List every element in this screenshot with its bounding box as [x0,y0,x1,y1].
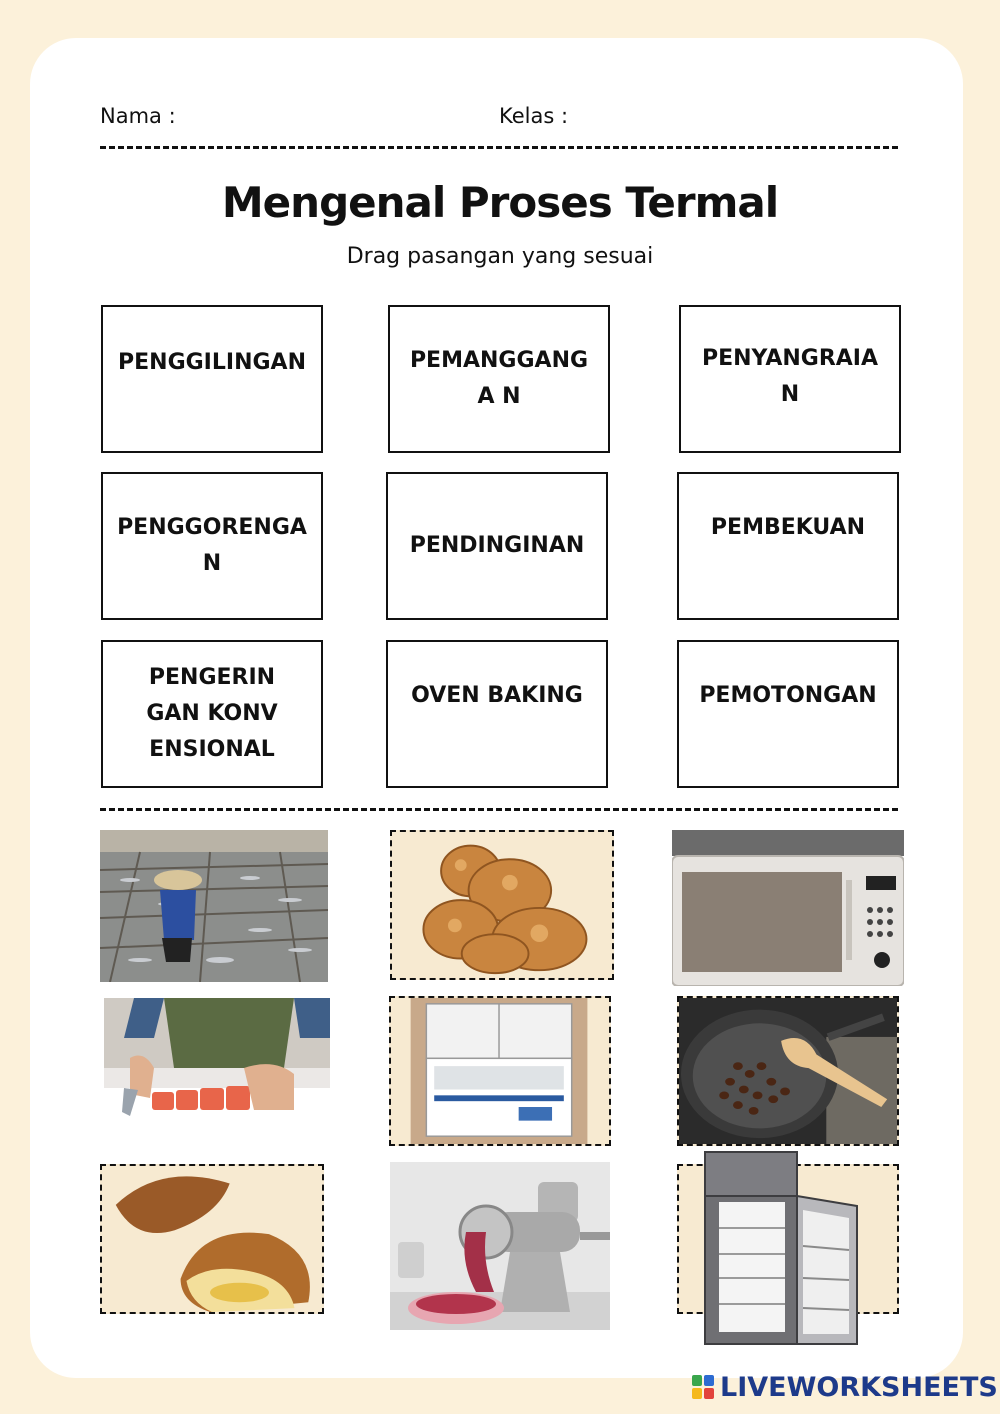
chest-freezer-icon[interactable] [389,996,611,1146]
brand-text: LIVEWORKSHEETS [720,1372,998,1403]
card-pendinginan[interactable]: PENDINGINAN [386,472,608,620]
card-pemotongan[interactable]: PEMOTONGAN [677,640,899,788]
instruction-text: Drag pasangan yang sesuai [346,244,654,269]
fried-chicken-icon[interactable] [390,830,614,980]
divider-middle [100,808,898,811]
coffee-roasting-icon[interactable] [677,996,899,1146]
card-penggorengan[interactable]: PENGGORENGAN [101,472,323,620]
bread-icon[interactable] [100,1164,324,1314]
card-oven-baking[interactable]: OVEN BAKING [386,640,608,788]
fish-drying-icon[interactable] [100,830,328,982]
card-pembekuan[interactable]: PEMBEKUAN [677,472,899,620]
liveworksheets-mark-icon [692,1375,716,1401]
liveworksheets-logo [692,1372,998,1403]
card-penyangraian[interactable]: PENYANGRAIAN [679,305,901,453]
card-penggilingan[interactable]: PENGGILINGAN [101,305,323,453]
class-label: Kelas : [499,104,569,128]
card-pemanggangan[interactable]: PEMANGGANGA N [388,305,610,453]
page-title: Mengenal Proses Termal [221,178,779,227]
divider-top [100,146,898,149]
meat-grinder-icon[interactable] [390,1162,610,1330]
refrigerator-icon[interactable] [677,1164,899,1314]
name-label: Nama : [100,104,176,128]
microwave-icon[interactable] [672,830,904,986]
card-pengeringan-konvensional[interactable]: PENGERINGAN KONVENSIONAL [101,640,323,788]
cutting-fish-icon[interactable] [104,998,330,1148]
